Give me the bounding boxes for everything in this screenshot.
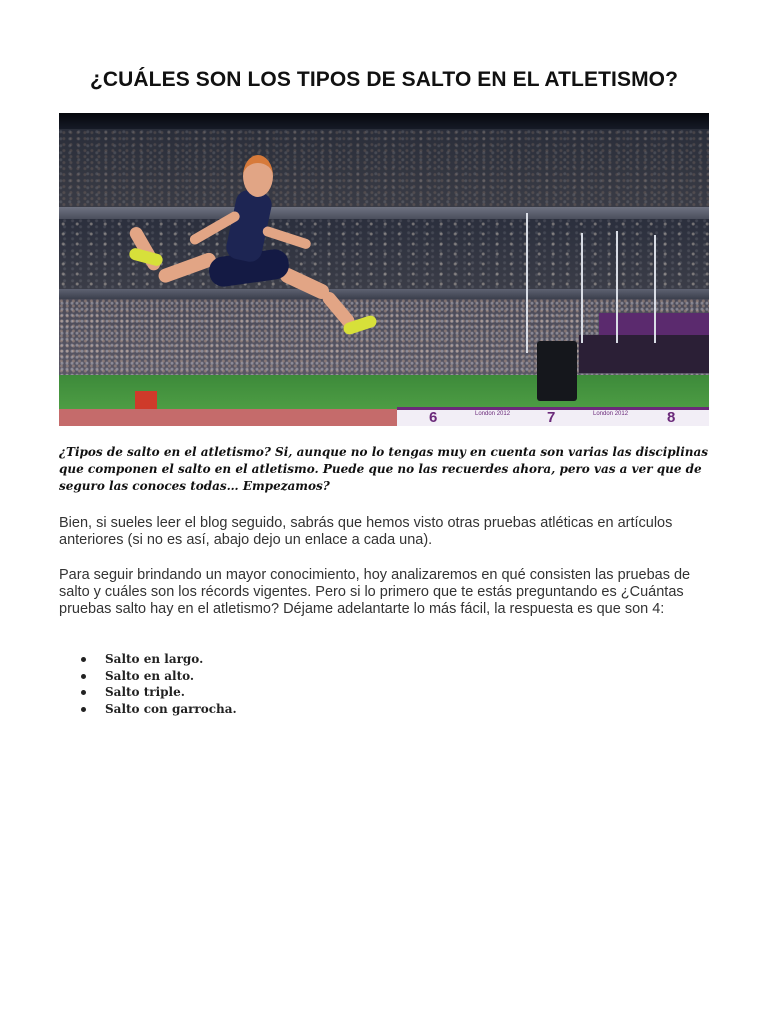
lane-board	[397, 407, 709, 426]
stadium-ring	[59, 289, 709, 299]
flag-pole	[581, 233, 583, 343]
stadium-ring	[59, 207, 709, 219]
stadium-roof	[59, 113, 709, 129]
list-item	[59, 651, 459, 668]
bullet-icon	[81, 690, 86, 695]
list-item	[59, 684, 459, 701]
jump-type-label: Salto en alto.	[105, 668, 195, 683]
board-text: London 2012	[593, 411, 629, 417]
lane-number-7: 7	[547, 409, 556, 426]
lane-number-8: 8	[667, 409, 676, 426]
list-item	[59, 668, 459, 685]
jump-type-label: Salto con garrocha.	[105, 701, 237, 716]
long-jump-photo	[59, 113, 709, 426]
flag-pole	[526, 213, 528, 353]
bullet-icon	[81, 707, 86, 712]
stadium-crowd-upper	[59, 129, 709, 207]
jump-type-label: Salto en largo.	[105, 652, 204, 666]
flag-pole	[654, 235, 656, 343]
page-title: ¿CUÁLES SON LOS TIPOS DE SALTO EN EL ATLETISMO?	[89, 68, 679, 91]
bullet-icon	[81, 674, 86, 679]
flag-pole	[616, 231, 618, 343]
body-paragraph: Bien, si sueles leer el blog seguido, sabrás que hemos visto otras pruebas atléticas en artículos anteriores (si no es así, abajo dejo un enlace a cada una).	[59, 515, 673, 548]
jump-type-label: Salto triple.	[105, 685, 185, 699]
tv-camera	[537, 341, 577, 401]
body-paragraph: Para seguir brindando un mayor conocimiento, hoy analizaremos en qué consisten las pruebas de salto y cuáles son los récords vigentes. Pero si lo primero que te estás preguntando es ¿Cuántas pruebas salto hay en el atletismo? Déjame adelantarte lo más fácil, la respuesta es que son 4:	[59, 567, 691, 617]
track-marker	[135, 391, 157, 409]
jump-types-list	[59, 651, 459, 717]
bullet-icon	[81, 657, 86, 662]
intro-paragraph: ¿Tipos de salto en el atletismo? Si, aunque no lo tengas muy en cuenta son varias las disciplinas que componen el salto en el atletismo. Puede que no las recuerdes ahora, pero vas a ver que de seguro las conoces todas… Empezamos?	[59, 445, 709, 493]
athlete-head	[243, 155, 273, 197]
list-item	[59, 701, 459, 718]
board-text: London 2012	[475, 411, 511, 417]
lane-number-6: 6	[429, 409, 438, 426]
stadium-wall	[579, 335, 709, 373]
